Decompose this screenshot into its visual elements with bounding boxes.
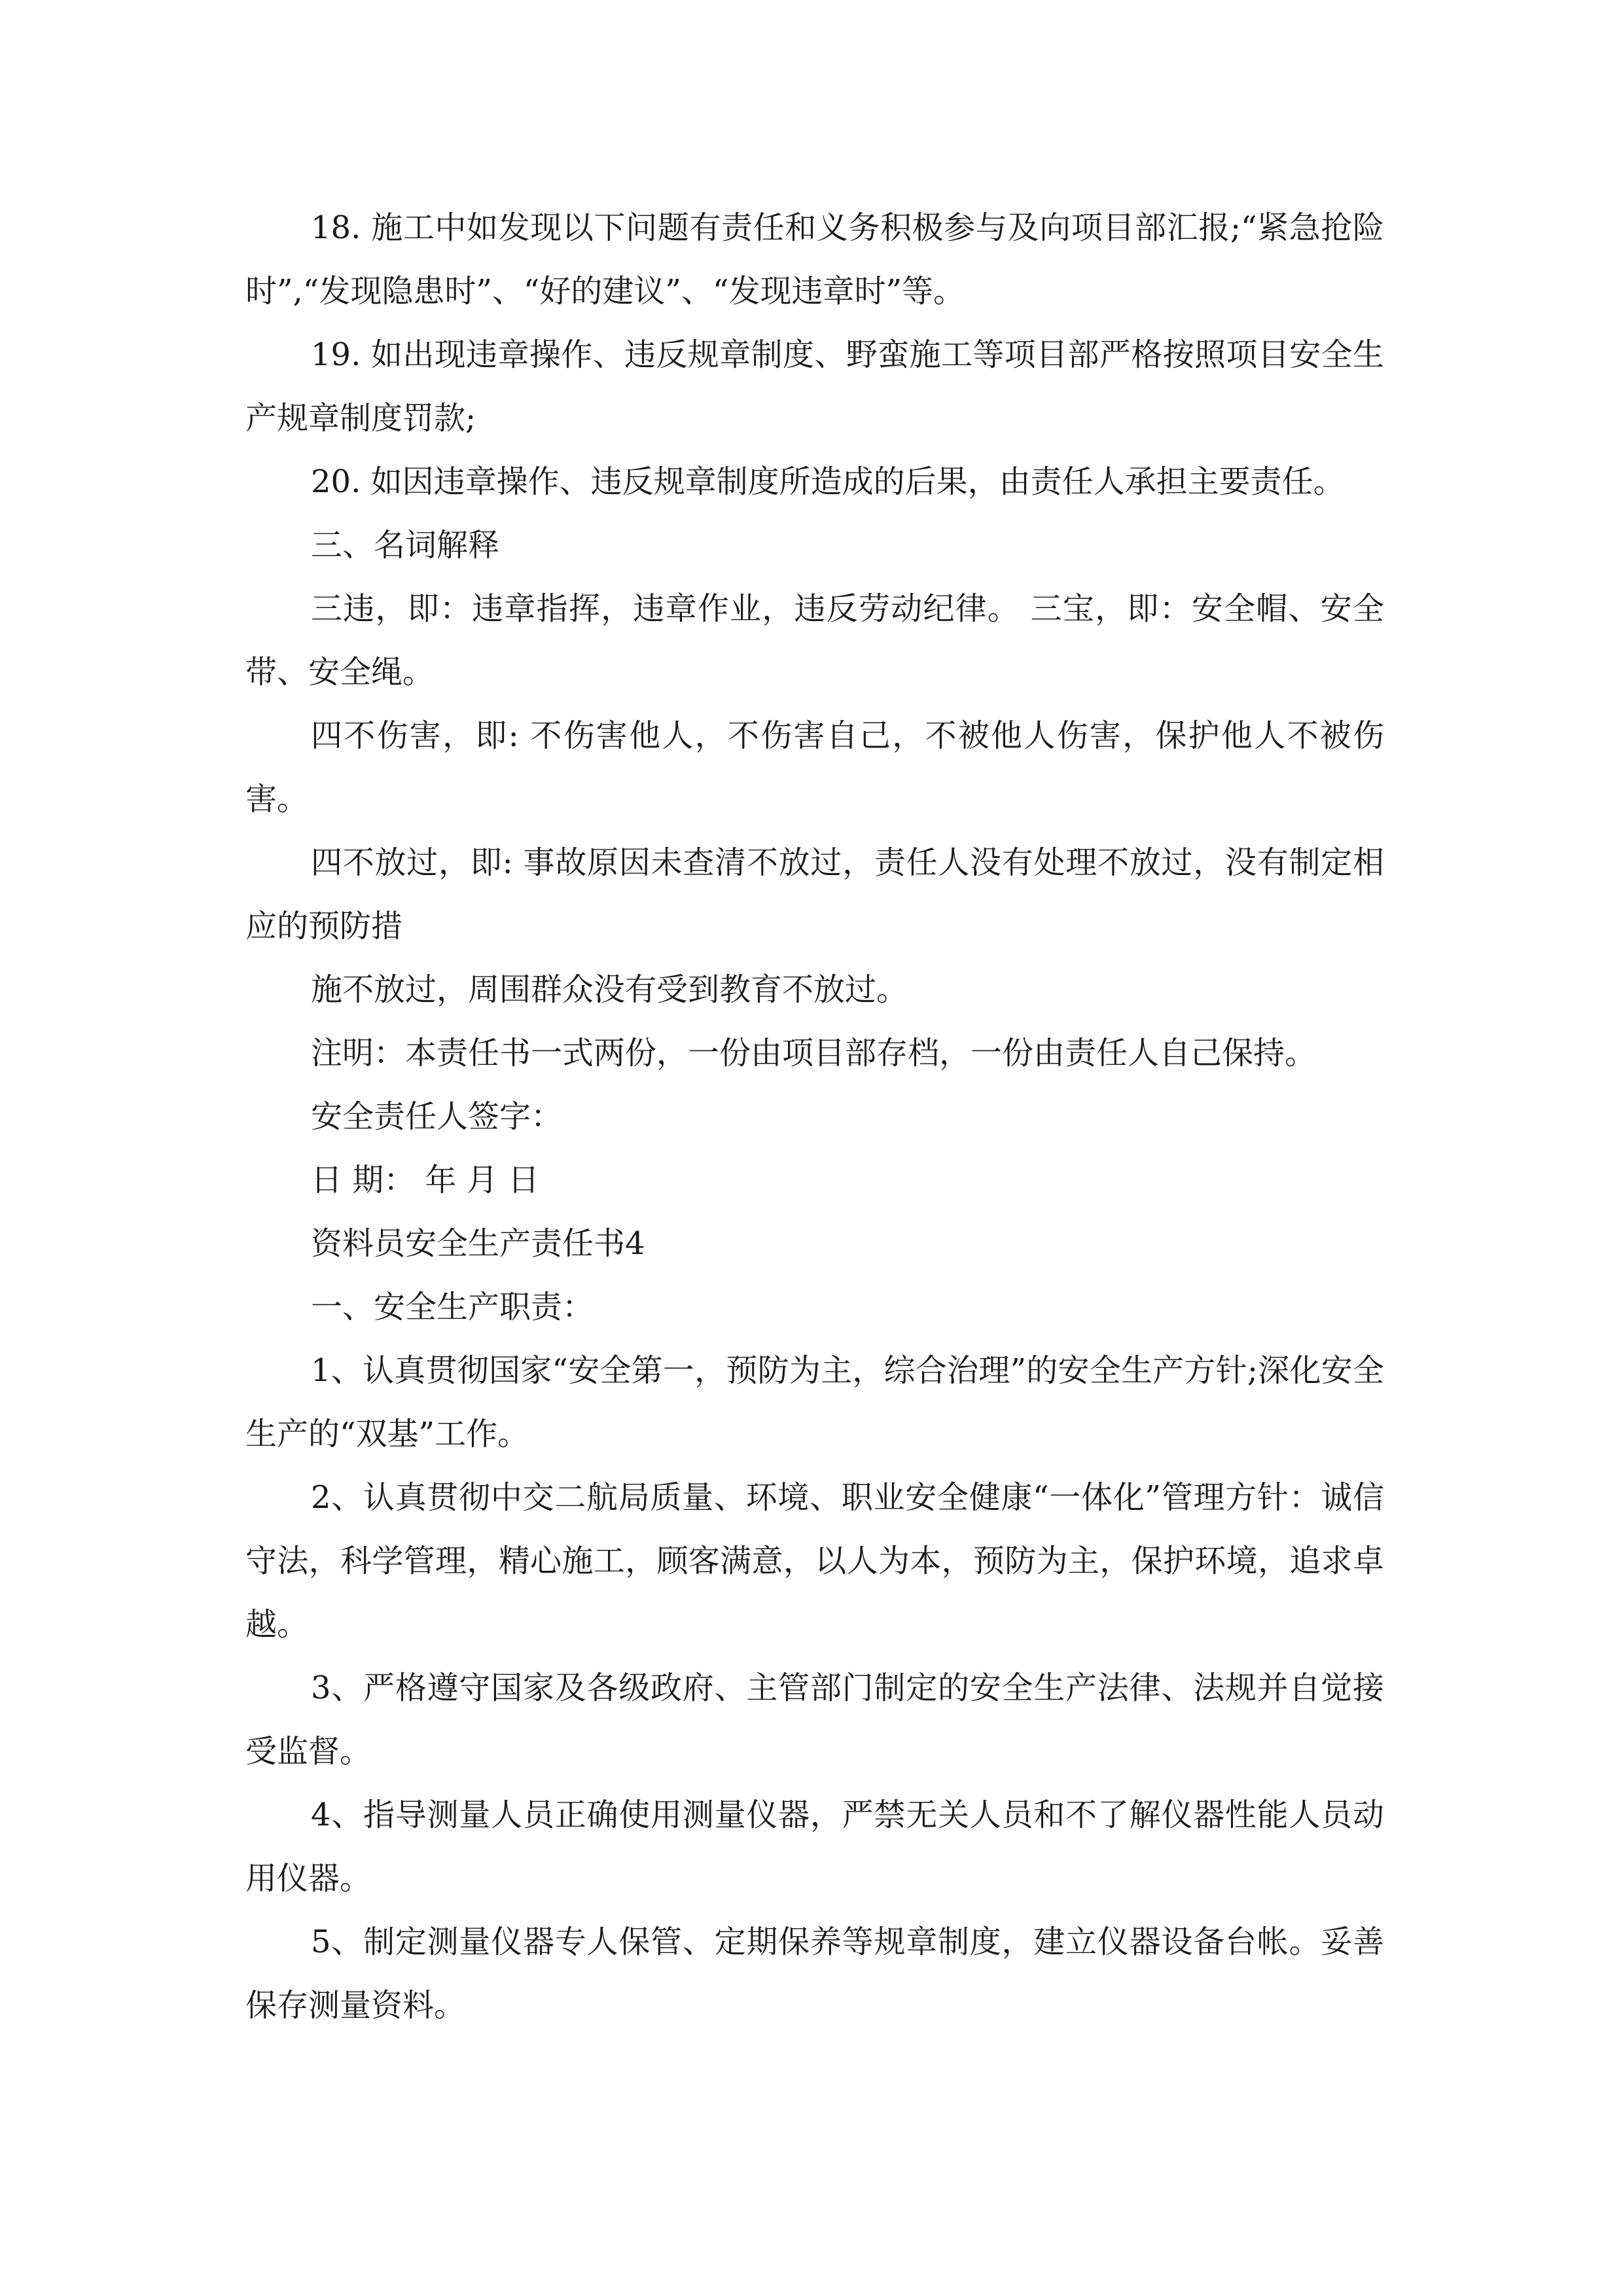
- duty-item-3: 3、严格遵守国家及各级政府、主管部门制定的安全生产法律、法规并自觉接受监督。: [245, 1670, 1384, 1770]
- duty-item-5: 5、制定测量仪器专人保管、定期保养等规章制度，建立仪器设备台帐。妥善保存测量资料。: [245, 1924, 1384, 2024]
- section-heading-glossary: 三、名词解释: [311, 527, 500, 564]
- paragraph-four-no-harm: 四不伤害，即: 不伤害他人，不伤害自己，不被他人伤害，保护他人不被伤害。: [245, 717, 1384, 817]
- paragraph-item-20: 20. 如因违章操作、违反规章制度所造成的后果，由责任人承担主要责任。: [311, 463, 1345, 500]
- signature-line: 安全责任人签字：: [311, 1098, 563, 1135]
- date-line: 日 期： 年 月 日: [311, 1162, 540, 1198]
- paragraph-four-no-release-cont: 施不放过，周围群众没有受到教育不放过。: [311, 971, 908, 1008]
- duty-item-1: 1、认真贯彻国家“安全第一，预防为主，综合治理”的安全生产方针;深化安全生产的“双基”工作。: [245, 1352, 1384, 1452]
- paragraph-three-violations: 三违，即：违章指挥，违章作业，违反劳动纪律。 三宝，即：安全帽、安全带、安全绳。: [245, 590, 1384, 691]
- document-body: [245, 196, 1384, 2037]
- paragraph-four-no-release: 四不放过，即: 事故原因未查清不放过，责任人没有处理不放过，没有制定相应的预防措: [245, 844, 1384, 944]
- paragraph-item-19: 19. 如出现违章操作、违反规章制度、野蛮施工等项目部严格按照项目安全生产规章制度罚款;: [245, 336, 1384, 437]
- paragraph-note: 注明：本责任书一式两份，一份由项目部存档，一份由责任人自己保持。: [311, 1035, 1317, 1071]
- paragraph-item-18: 18. 施工中如发现以下问题有责任和义务积极参与及向项目部汇报;“紧急抢险时”,“发现隐患时”、“好的建议”、“发现违章时”等。: [245, 209, 1384, 310]
- duty-item-2: 2、认真贯彻中交二航局质量、环境、职业安全健康“一体化”管理方针：诚信守法，科学管理，精心施工，顾客满意，以人为本，预防为主，保护环境，追求卓越。: [245, 1479, 1384, 1643]
- document-title: 资料员安全生产责任书4: [311, 1225, 645, 1262]
- duty-item-4: 4、指导测量人员正确使用测量仪器，严禁无关人员和不了解仪器性能人员动用仪器。: [245, 1797, 1384, 1897]
- section-heading-duties: 一、安全生产职责：: [311, 1289, 594, 1325]
